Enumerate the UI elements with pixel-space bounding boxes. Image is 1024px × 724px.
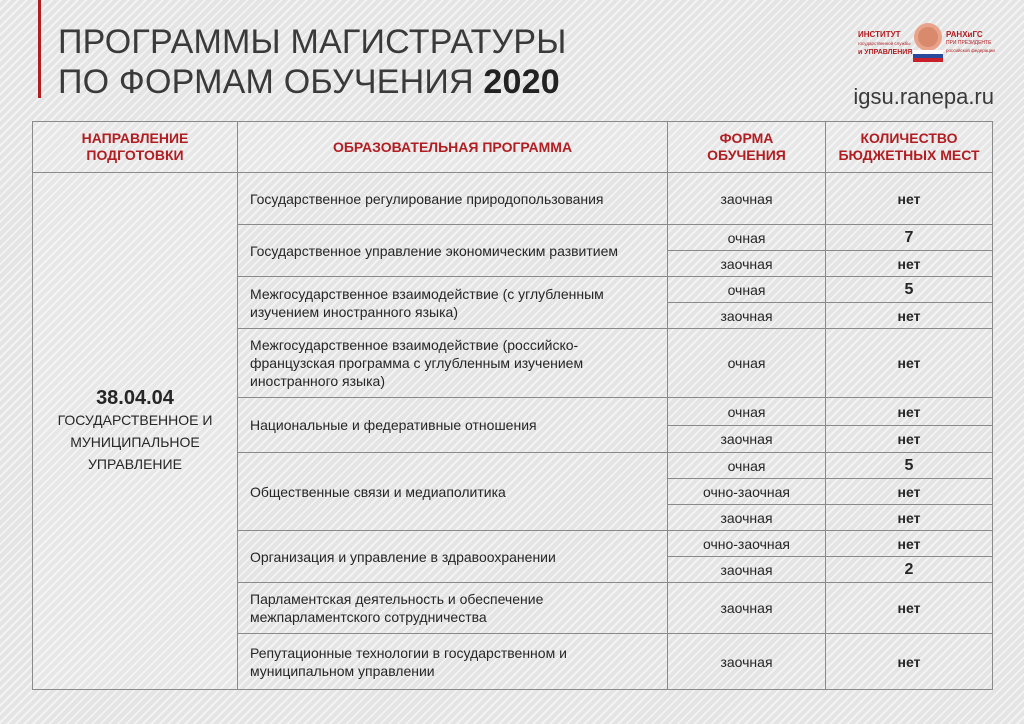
logo-right-sub1: ПРИ ПРЕЗИДЕНТЕ [946, 40, 992, 46]
header-program: ОБРАЗОВАТЕЛЬНАЯ ПРОГРАММА [238, 122, 668, 173]
budget-places: нет [826, 505, 993, 531]
study-form: очная [668, 329, 826, 398]
study-form: очная [668, 277, 826, 303]
title-line-1: ПРОГРАММЫ МАГИСТРАТУРЫ [58, 23, 567, 61]
logo-right-sub2: российской федерации [946, 48, 995, 53]
study-form: заочная [668, 251, 826, 277]
header-count: КОЛИЧЕСТВО БЮДЖЕТНЫХ МЕСТ [826, 122, 993, 173]
title-line-2-text: ПО ФОРМАМ ОБУЧЕНИЯ [58, 63, 474, 101]
budget-places: нет [826, 173, 993, 225]
direction-name: ГОСУДАРСТВЕННОЕ И МУНИЦИПАЛЬНОЕ УПРАВЛЕНИЕ [57, 412, 213, 472]
program-name: Репутационные технологии в государственном и муниципальном управлении [238, 634, 668, 690]
budget-places: 5 [826, 277, 993, 303]
study-form: заочная [668, 426, 826, 453]
budget-places: нет [826, 303, 993, 329]
title-line-2 [58, 62, 567, 102]
logo-right-text: РАНХиГС [946, 30, 983, 39]
table-row [33, 173, 993, 225]
eagle-emblem-icon [913, 22, 943, 64]
study-form: очная [668, 398, 826, 426]
budget-places: 7 [826, 225, 993, 251]
title-accent-bar [38, 0, 41, 98]
budget-places: нет [826, 398, 993, 426]
study-form: очно-заочная [668, 531, 826, 557]
budget-places: нет [826, 479, 993, 505]
direction-code: 38.04.04 [96, 387, 174, 409]
study-form: очная [668, 453, 826, 479]
logo-left-text: ИНСТИТУТ [858, 30, 901, 39]
program-name: Парламентская деятельность и обеспечение межпарламентского сотрудничества [238, 583, 668, 634]
header-direction: НАПРАВЛЕНИЕ ПОДГОТОВКИ [33, 122, 238, 173]
table-header-row [33, 122, 993, 173]
program-name: Национальные и федеративные отношения [238, 398, 668, 453]
logo-left-sub2: и УПРАВЛЕНИЯ [858, 49, 913, 56]
budget-places: нет [826, 426, 993, 453]
budget-places: нет [826, 251, 993, 277]
budget-places: нет [826, 634, 993, 690]
study-form: заочная [668, 557, 826, 583]
title-year: 2020 [483, 63, 560, 101]
program-name: Государственное управление экономическим развитием [238, 225, 668, 277]
direction-cell [33, 173, 238, 690]
budget-places: 2 [826, 557, 993, 583]
page-title [58, 22, 567, 102]
program-name: Организация и управление в здравоохранении [238, 531, 668, 583]
program-name: Государственное регулирование природопользования [238, 173, 668, 225]
logo-left-sub1: государственной службы [858, 41, 911, 46]
program-name: Межгосударственное взаимодействие (российско-французская программа с углубленным изучением иностранного языка) [238, 329, 668, 398]
study-form: очная [668, 225, 826, 251]
study-form: заочная [668, 173, 826, 225]
budget-places: нет [826, 531, 993, 557]
budget-places: нет [826, 583, 993, 634]
programs-table [32, 121, 993, 690]
institute-logo [858, 22, 1000, 68]
study-form: заочная [668, 505, 826, 531]
study-form: заочная [668, 583, 826, 634]
budget-places: нет [826, 329, 993, 398]
study-form: очно-заочная [668, 479, 826, 505]
study-form: заочная [668, 634, 826, 690]
header-form: ФОРМА ОБУЧЕНИЯ [668, 122, 826, 173]
site-url: igsu.ranepa.ru [853, 84, 994, 109]
budget-places: 5 [826, 453, 993, 479]
study-form: заочная [668, 303, 826, 329]
program-name: Общественные связи и медиаполитика [238, 453, 668, 531]
program-name: Межгосударственное взаимодействие (с углубленным изучением иностранного языка) [238, 277, 668, 329]
